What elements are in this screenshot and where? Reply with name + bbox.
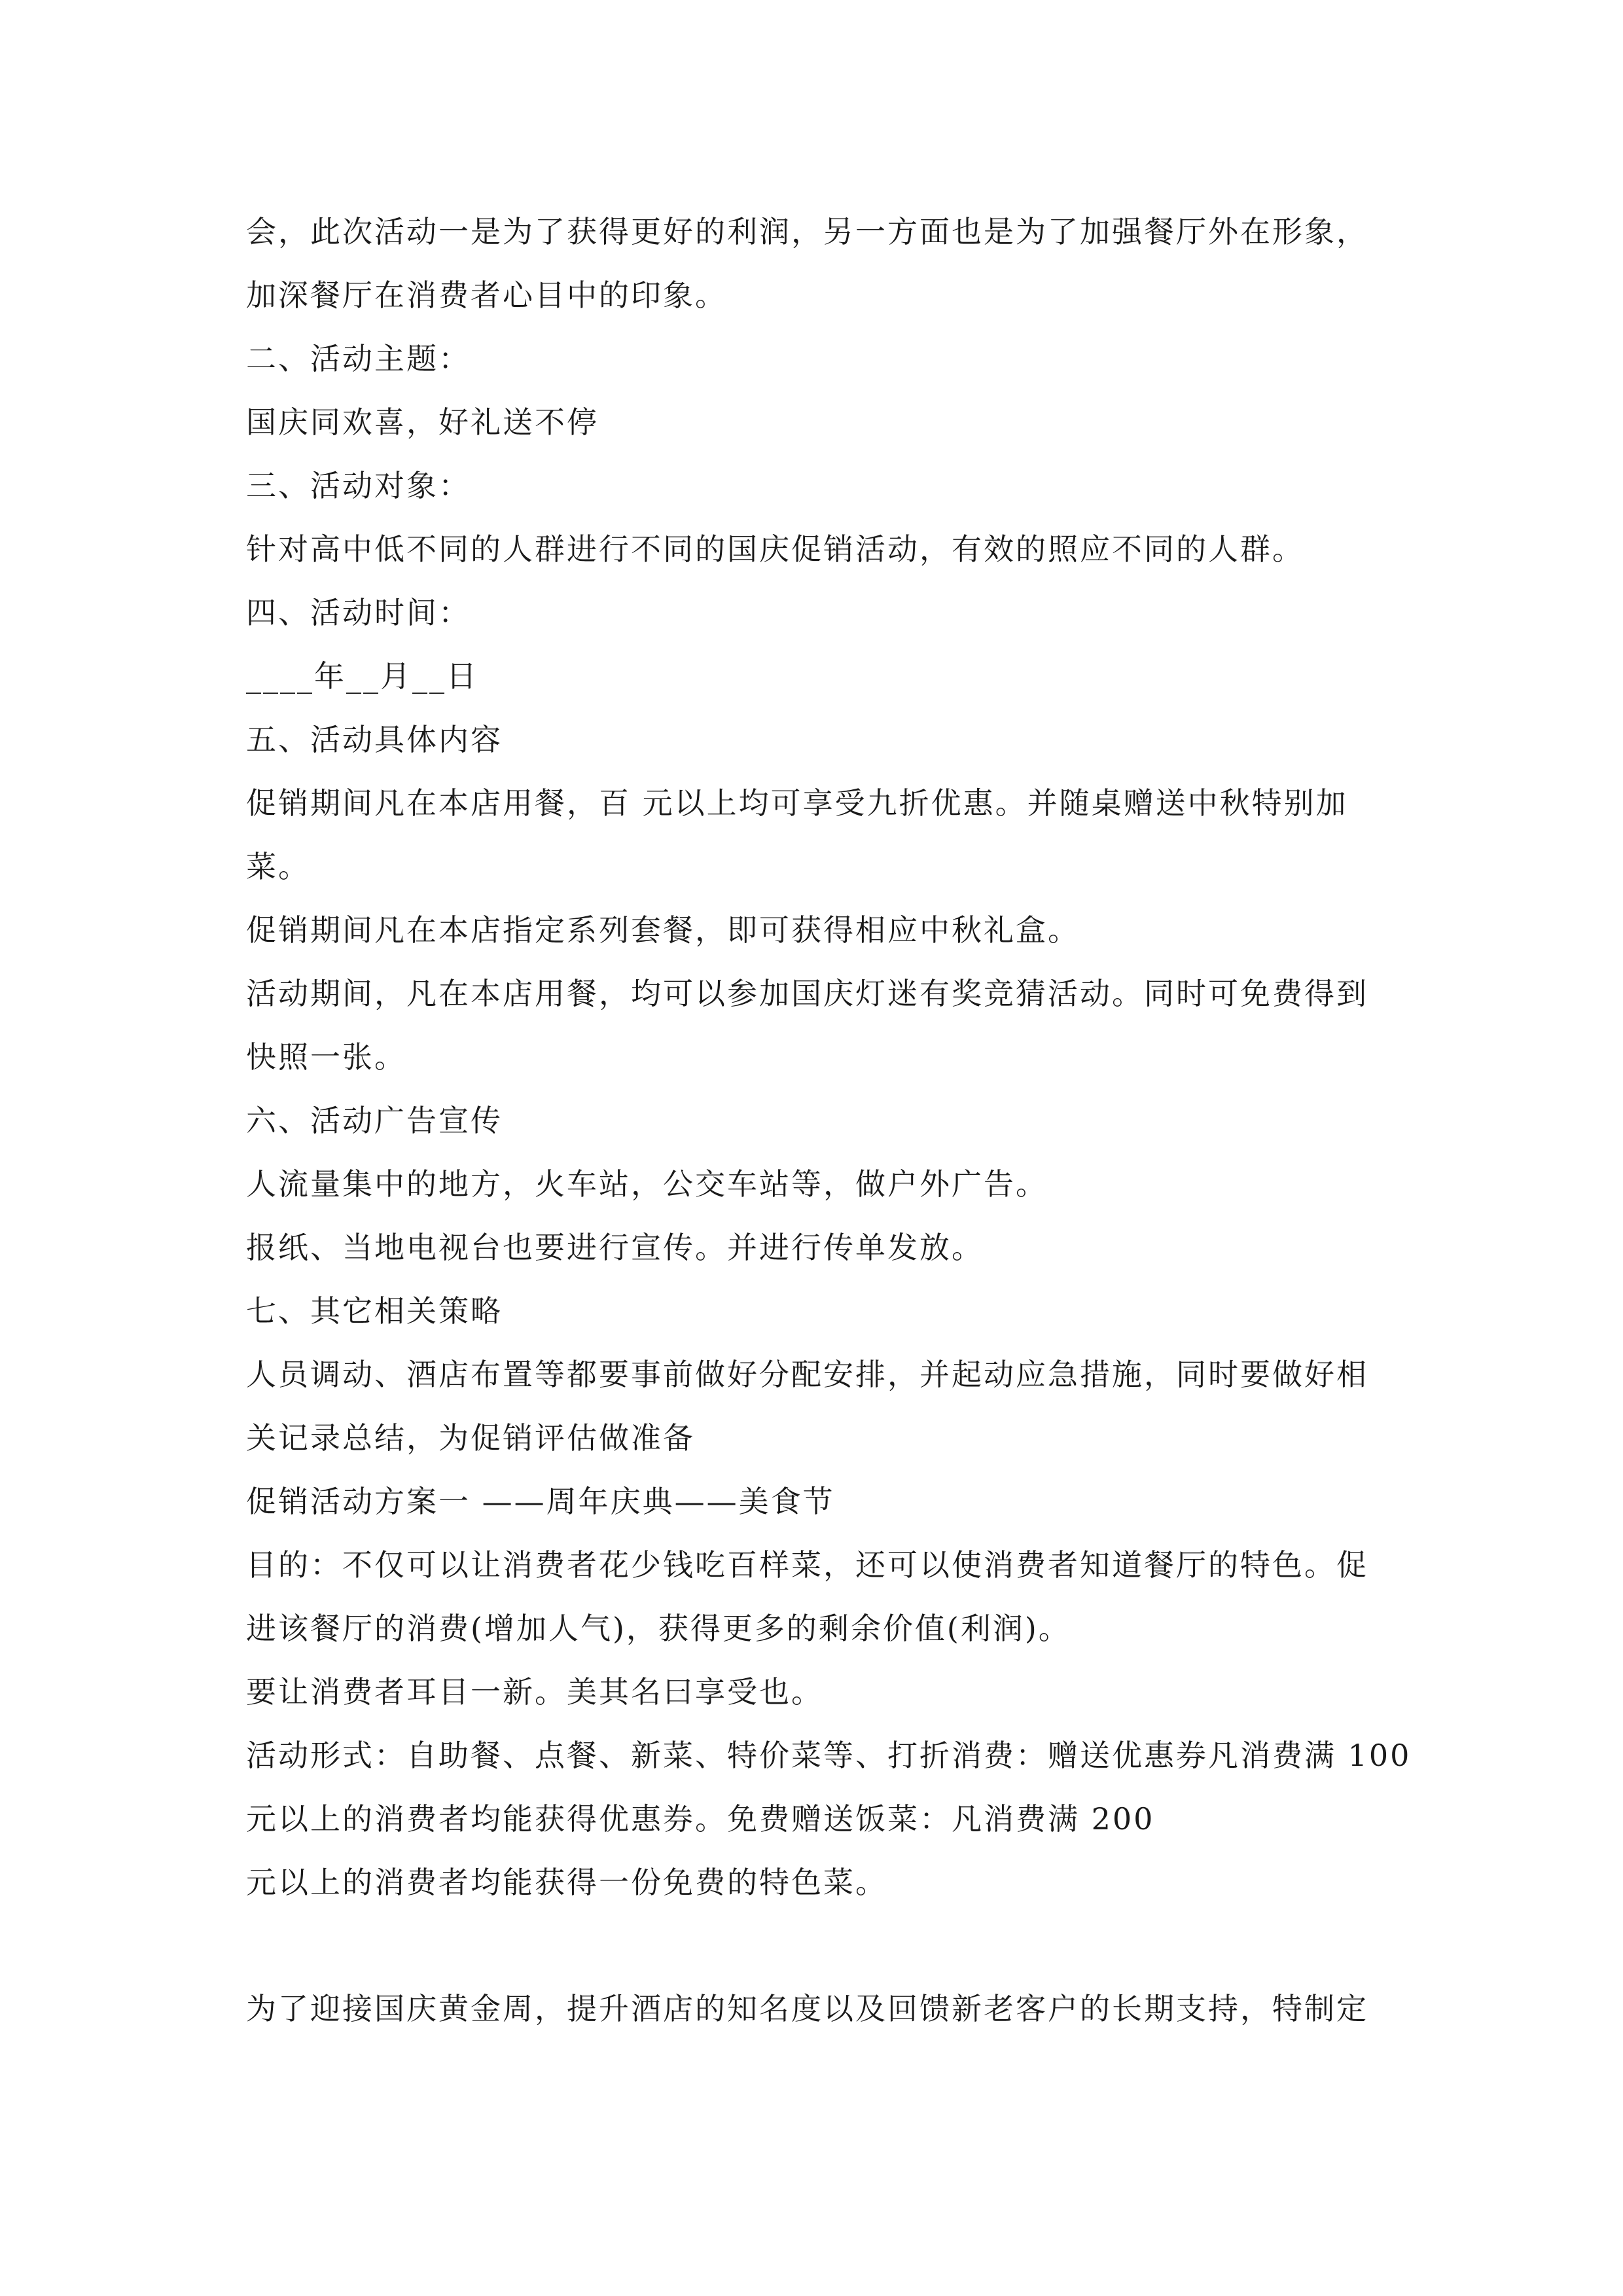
- paragraph-line: 针对高中低不同的人群进行不同的国庆促销活动，有效的照应不同的人群。: [246, 531, 1304, 567]
- section-heading: 五、活动具体内容: [246, 722, 503, 757]
- paragraph-line: 会，此次活动一是为了获得更好的利润，另一方面也是为了加强餐厅外在形象，: [246, 214, 1368, 249]
- paragraph-line: 促销期间凡在本店指定系列套餐，即可获得相应中秋礼盒。: [246, 912, 1080, 948]
- section-heading: 七、其它相关策略: [246, 1293, 503, 1329]
- paragraph-line: 要让消费者耳目一新。美其名曰享受也。: [246, 1674, 823, 1710]
- paragraph-line: 活动期间，凡在本店用餐，均可以参加国庆灯迷有奖竞猜活动。同时可免费得到: [246, 976, 1368, 1011]
- section-heading: 二、活动主题：: [246, 341, 471, 376]
- paragraph-line: 国庆同欢喜，好礼送不停: [246, 404, 599, 440]
- section-heading: 促销活动方案一 ——周年庆典——美食节: [246, 1484, 835, 1519]
- paragraph-line: 进该餐厅的消费(增加人气)，获得更多的剩余价值(利润)。: [246, 1611, 1071, 1646]
- paragraph-line: 菜。: [246, 849, 310, 884]
- section-heading: 四、活动时间：: [246, 595, 471, 630]
- paragraph-line: 元以上的消费者均能获得一份免费的特色菜。: [246, 1865, 887, 1900]
- paragraph-line: 活动形式：自助餐、点餐、新菜、特价菜等、打折消费：赠送优惠券凡消费满 100: [246, 1738, 1412, 1773]
- paragraph-line: 报纸、当地电视台也要进行宣传。并进行传单发放。: [246, 1230, 984, 1265]
- paragraph-line: 人流量集中的地方，火车站，公交车站等，做户外广告。: [246, 1166, 1048, 1202]
- paragraph-line: 元以上的消费者均能获得优惠券。免费赠送饭菜：凡消费满 200: [246, 1801, 1155, 1837]
- paragraph-line: 为了迎接国庆黄金周，提升酒店的知名度以及回馈新老客户的长期支持，特制定: [246, 1991, 1368, 2026]
- paragraph-line: 快照一张。: [246, 1039, 406, 1075]
- paragraph-line: 人员调动、酒店布置等都要事前做好分配安排，并起动应急措施，同时要做好相: [246, 1357, 1368, 1392]
- date-blank-line: ____年__月__日: [246, 658, 478, 694]
- section-heading: 三、活动对象：: [246, 468, 471, 503]
- paragraph-line: 关记录总结，为促销评估做准备: [246, 1420, 695, 1456]
- paragraph-line: 促销期间凡在本店用餐，百 元以上均可享受九折优惠。并随桌赠送中秋特别加: [246, 785, 1348, 821]
- section-heading: 六、活动广告宣传: [246, 1103, 503, 1138]
- paragraph-line: 加深餐厅在消费者心目中的印象。: [246, 278, 727, 313]
- paragraph-line: 目的：不仅可以让消费者花少钱吃百样菜，还可以使消费者知道餐厅的特色。促: [246, 1547, 1368, 1583]
